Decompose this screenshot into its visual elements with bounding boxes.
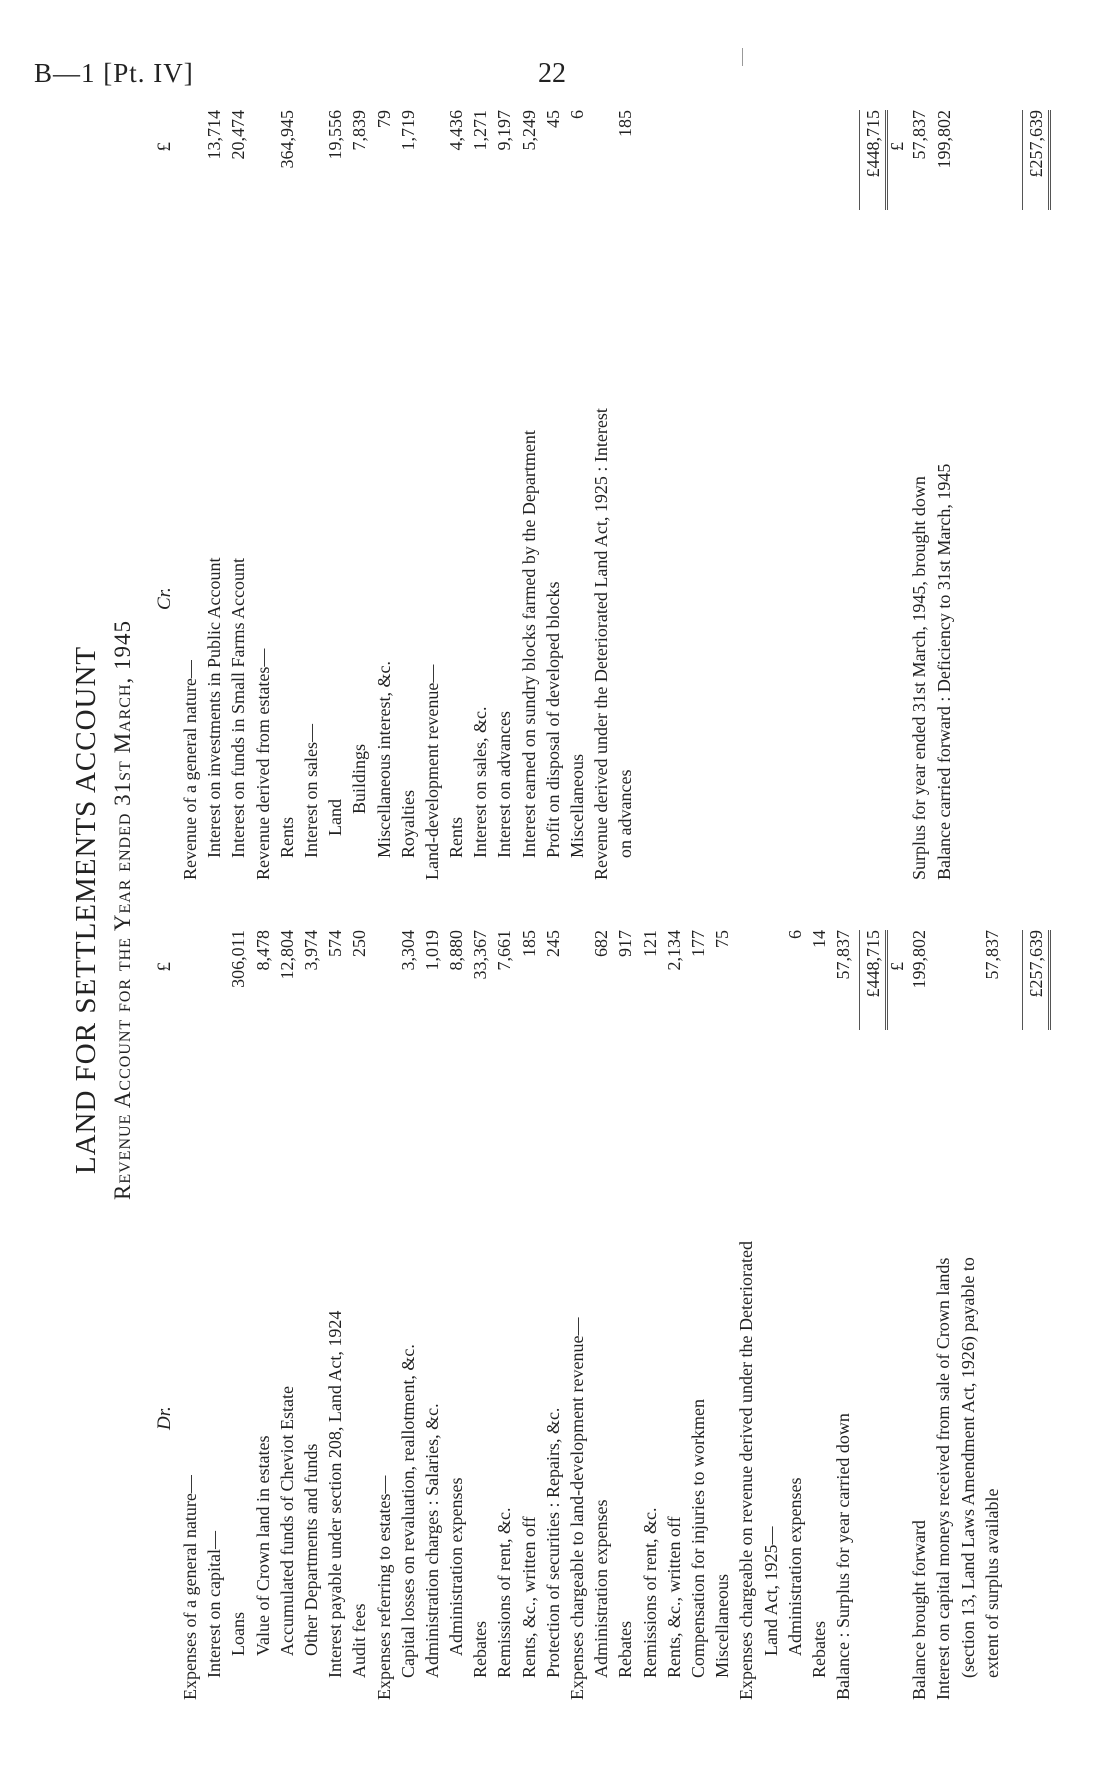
credit-row-label: Interest on sales— <box>300 724 321 858</box>
debit-row-label: Audit fees <box>349 1603 370 1678</box>
debit-row-amount: 8,478 <box>252 930 273 971</box>
debit-bottom-row-amount: 199,802 <box>909 930 930 989</box>
credit-rows <box>180 110 640 880</box>
credit-row-label: Interest on sales, &c. <box>470 706 491 858</box>
debit-row <box>446 930 470 1700</box>
debit-row <box>519 930 543 1700</box>
credit-row <box>567 110 591 880</box>
credit-row <box>301 110 325 880</box>
debit-row <box>688 930 712 1700</box>
debit-row <box>615 930 639 1700</box>
credit-row <box>398 110 422 880</box>
debit-row-label: Compensation for injuries to workmen <box>687 1399 708 1678</box>
debit-bottom-total-block <box>1020 930 1050 1700</box>
credit-row <box>228 110 252 880</box>
credit-row <box>253 110 277 880</box>
debit-row-amount: 185 <box>518 930 539 957</box>
debit-row <box>228 930 252 1700</box>
debit-row-label: Rebates <box>470 1621 491 1678</box>
credit-row-amount: 7,839 <box>349 110 370 151</box>
credit-currency: £ <box>154 142 175 152</box>
debit-row-label: Land Act, 1925— <box>760 1526 781 1656</box>
debit-bottom-row-label: Balance brought forward <box>909 1520 930 1700</box>
credit-row <box>374 110 398 880</box>
debit-total-block <box>857 930 887 1700</box>
debit-row <box>277 930 301 1700</box>
credit-bottom-row-label: Balance carried forward : Deficiency to 31st March, 1945 <box>933 463 954 880</box>
debit-row <box>398 930 422 1700</box>
debit-row <box>470 930 494 1700</box>
credit-row-label: Revenue derived under the Deteriorated Land Act, 1925 : Interest <box>591 408 612 880</box>
debit-row-label: Capital losses on revaluation, reallotment, &c. <box>397 1344 418 1678</box>
credit-row-amount: 45 <box>542 110 563 128</box>
debit-row-amount: 14 <box>808 930 829 948</box>
debit-row-label: Remissions of rent, &c. <box>494 1507 515 1678</box>
credit-row-label: Rents <box>446 816 467 858</box>
credit-row-label: Revenue of a general nature— <box>180 660 200 880</box>
debit-row-amount: 3,974 <box>300 930 321 971</box>
debit-row-amount: 2,134 <box>663 930 684 971</box>
debit-row <box>736 930 760 1700</box>
credit-row-label: Interest on funds in Small Farms Account <box>228 558 249 858</box>
debit-row <box>422 930 446 1700</box>
rotated-table <box>70 110 1100 1710</box>
debit-currency: £ <box>154 962 175 972</box>
debit-row-label: Administration expenses <box>591 1499 612 1678</box>
debit-row <box>349 930 373 1700</box>
credit-row <box>591 110 615 880</box>
credit-bottom-total: £257,639 <box>1026 110 1047 178</box>
credit-row-amount: 4,436 <box>446 110 467 151</box>
credit-row <box>204 110 228 880</box>
debit-row-amount: 33,367 <box>470 930 491 980</box>
credit-row <box>180 110 204 880</box>
credit-bottom-currency: £ <box>887 142 908 151</box>
debit-bottom-row-label: extent of surplus available <box>981 1488 1002 1678</box>
credit-row-amount: 19,556 <box>325 110 346 160</box>
account-subtitle: Revenue Account for the Year ended 31st March, 1945 <box>110 620 135 1200</box>
debit-row-amount: 1,019 <box>421 930 442 971</box>
debit-row-amount: 3,304 <box>397 930 418 971</box>
page-number: 22 <box>538 58 566 89</box>
debit-row-label: Expenses chargeable on revenue derived under the Deteriorated <box>736 1241 757 1700</box>
debit-row-label: Miscellaneous <box>712 1574 733 1678</box>
credit-row-label: Miscellaneous <box>567 754 587 858</box>
debit-row <box>204 930 228 1700</box>
credit-row <box>615 110 639 880</box>
debit-row <box>833 930 857 1700</box>
debit-row <box>640 930 664 1700</box>
debit-row <box>180 930 204 1700</box>
debit-row <box>664 930 688 1700</box>
account-title: LAND FOR SETTLEMENTS ACCOUNT <box>70 645 102 1175</box>
credit-row-label: Buildings <box>349 743 370 814</box>
debit-row-amount: 121 <box>639 930 660 957</box>
debit-row-amount: 75 <box>712 930 733 948</box>
credit-row <box>422 110 446 880</box>
debit-row-label: Administration charges : Salaries, &c. <box>421 1403 442 1678</box>
debit-row-label: Interest on capital— <box>204 1531 225 1678</box>
credit-row-label: Miscellaneous interest, &c. <box>373 661 394 858</box>
debit-row-label: Administration expenses <box>784 1477 805 1656</box>
credit-row-amount: 185 <box>615 110 636 137</box>
debit-row-amount: 917 <box>615 930 636 957</box>
debit-row <box>494 930 518 1700</box>
debit-bottom-row <box>982 930 1006 1700</box>
debit-row <box>301 930 325 1700</box>
credit-row-label: Interest on advances <box>494 711 515 858</box>
debit-row-label: Rebates <box>808 1621 829 1678</box>
credit-row-amount: 9,197 <box>494 110 515 151</box>
debit-rows <box>180 930 857 1700</box>
debit-bottom-row-label: (section 13, Land Laws Amendment Act, 1926) payable to <box>957 1257 978 1678</box>
debit-row-amount: 250 <box>349 930 370 957</box>
debit-row-amount: 245 <box>542 930 563 957</box>
debit-row <box>712 930 736 1700</box>
debit-row <box>543 930 567 1700</box>
credit-side <box>154 110 1050 880</box>
credit-row-amount: 79 <box>373 110 394 128</box>
debit-bottom-row-label: Interest on capital moneys received from sale of Crown lands <box>933 1257 954 1700</box>
debit-row <box>785 930 809 1700</box>
debit-bottom-row <box>933 930 957 1700</box>
credit-row-amount: 364,945 <box>276 110 297 169</box>
credit-row-amount: 20,474 <box>228 110 249 160</box>
credit-row-label: Interest earned on sundry blocks farmed by the Department <box>518 430 539 858</box>
credit-total-block <box>857 110 887 880</box>
credit-row <box>446 110 470 880</box>
credit-bottom-row-amount: 199,802 <box>933 110 954 169</box>
credit-row-label: Royalties <box>397 790 418 858</box>
debit-row-label: Balance : Surplus for year carried down <box>833 1413 854 1700</box>
credit-row-label: Profit on disposal of developed blocks <box>542 581 563 858</box>
credit-bottom-row <box>934 110 958 880</box>
credit-bottom-rows <box>909 110 957 880</box>
debit-row <box>567 930 591 1700</box>
debit-row-amount: 8,880 <box>446 930 467 971</box>
credit-row <box>519 110 543 880</box>
debit-row-label: Rents, &c., written off <box>663 1516 684 1678</box>
credit-row-label: on advances <box>615 769 636 858</box>
page-reference: B—1 [Pt. IV] <box>34 58 194 88</box>
debit-row <box>253 930 277 1700</box>
debit-bottom-rows <box>909 930 1006 1700</box>
credit-row-label: Revenue derived from estates— <box>252 648 273 880</box>
credit-bottom-row-label: Surplus for year ended 31st March, 1945, brought down <box>909 476 930 880</box>
debit-row-label: Value of Crown land in estates <box>252 1435 273 1656</box>
debit-bottom-total: £257,639 <box>1026 930 1046 998</box>
credit-label: Cr. <box>154 587 175 610</box>
debit-row-label: Protection of securities : Repairs, &c. <box>542 1407 563 1678</box>
debit-bottom-row-amount: 57,837 <box>981 930 1002 980</box>
credit-row-amount: 5,249 <box>518 110 539 151</box>
debit-label: Dr. <box>154 1406 175 1430</box>
debit-row-amount: 306,011 <box>228 930 249 988</box>
credit-bottom-total-block <box>1020 110 1050 880</box>
debit-side <box>154 930 1050 1700</box>
debit-row-label: Remissions of rent, &c. <box>639 1507 660 1678</box>
credit-row <box>543 110 567 880</box>
debit-row <box>591 930 615 1700</box>
debit-row-amount: 12,804 <box>276 930 297 980</box>
credit-row-amount: 1,271 <box>470 110 491 151</box>
debit-row-label: Rents, &c., written off <box>518 1516 539 1678</box>
debit-row-label: Rebates <box>615 1621 636 1678</box>
debit-row-label: Loans <box>228 1612 249 1656</box>
debit-row-amount: 6 <box>784 930 805 939</box>
debit-row-amount: 682 <box>591 930 612 957</box>
debit-bottom-currency: £ <box>887 962 908 971</box>
debit-row-label: Administration expenses <box>446 1477 467 1656</box>
credit-row-label: Land-development revenue— <box>421 664 442 880</box>
debit-row <box>325 930 349 1700</box>
debit-row-label: Interest payable under section 208, Land Act, 1924 <box>325 1310 346 1678</box>
credit-row-amount: 6 <box>567 110 587 119</box>
credit-row <box>277 110 301 880</box>
debit-row <box>809 930 833 1700</box>
credit-row-label: Land <box>325 799 346 836</box>
credit-row-amount: 13,714 <box>204 110 225 160</box>
credit-row-label: Interest on investments in Public Account <box>204 557 225 858</box>
credit-row <box>325 110 349 880</box>
credit-total: £448,715 <box>863 110 884 178</box>
debit-row-label: Expenses chargeable to land-development revenue— <box>567 1317 587 1700</box>
debit-row-label: Other Departments and funds <box>300 1443 321 1656</box>
debit-row-label: Accumulated funds of Cheviot Estate <box>276 1386 297 1656</box>
debit-row <box>374 930 398 1700</box>
credit-bottom-row <box>909 110 933 880</box>
credit-row-amount: 1,719 <box>397 110 418 151</box>
debit-total: £448,715 <box>863 930 884 998</box>
debit-row <box>761 930 785 1700</box>
debit-row-amount: 177 <box>687 930 708 957</box>
header-rule <box>742 48 743 66</box>
credit-row <box>470 110 494 880</box>
credit-row-label: Rents <box>276 816 297 858</box>
debit-row-label: Expenses of a general nature— <box>180 1475 200 1700</box>
credit-bottom-row-amount: 57,837 <box>909 110 930 160</box>
credit-row <box>349 110 373 880</box>
debit-bottom-row <box>909 930 933 1700</box>
debit-row-amount: 574 <box>325 930 346 957</box>
debit-row-amount: 7,661 <box>494 930 515 971</box>
debit-row-label: Expenses referring to estates— <box>373 1475 394 1700</box>
debit-bottom-row <box>958 930 982 1700</box>
debit-row-amount: 57,837 <box>833 930 854 980</box>
credit-row <box>494 110 518 880</box>
